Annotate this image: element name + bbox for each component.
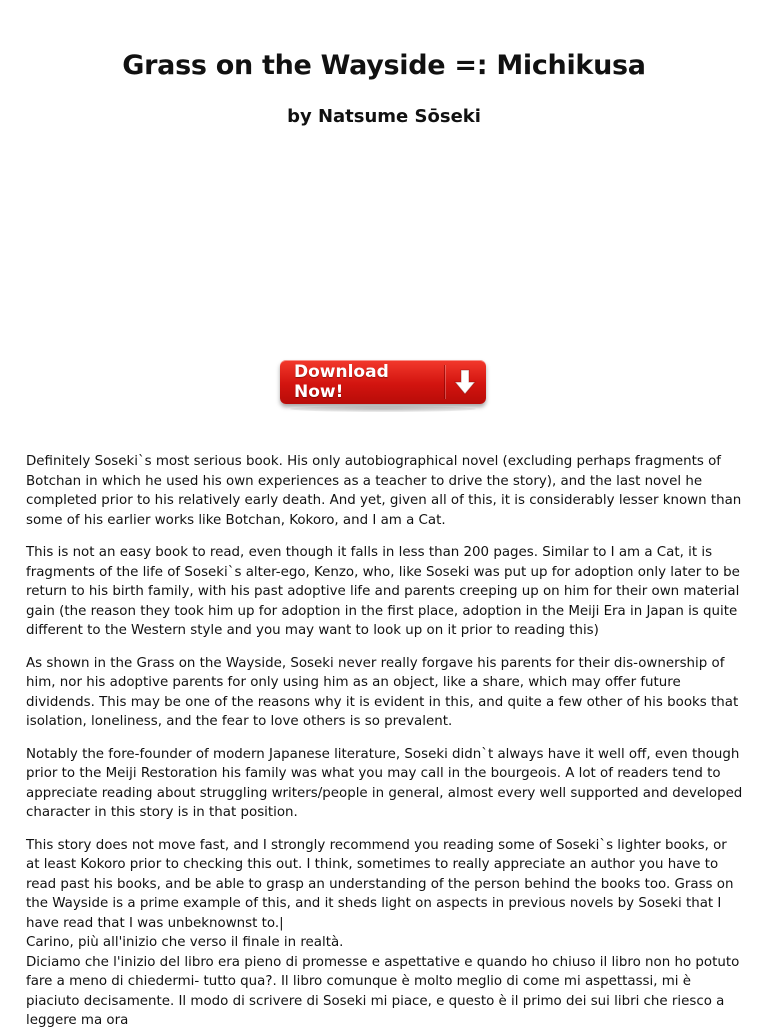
paragraph-5 [26, 836, 744, 1031]
paragraph-1: Definitely Soseki`s most serious book. His only autobiographical novel (excluding perhaps fragments of Botchan in which he used his own experiences as a teacher to drive the story), and the last novel he completed prior to his relatively early death. And yet, given all of this, it is considerably lesser known than some of his earlier works like Botchan, Kokoro, and I am a Cat. [26, 454, 742, 528]
download-button-container [280, 360, 488, 412]
paragraph-2: This is not an easy book to read, even though it falls in less than 200 pages. Similar to I am a Cat, it is fragments of the life of Soseki`s alter-ego, Kenzo, who, like Soseki was put up for adoption only later to be return to his birth family, with his past adoptive life and parents creeping up on him for their own material gain (the reason they took him up for adoption in the first place, adoption in the Meiji Era in Japan is quite different to the Western style and you may want to look up on it prior to reading this) [26, 545, 740, 638]
paragraph-3: As shown in the Grass on the Wayside, Soseki never really forgave his parents for their dis-ownership of him, nor his adoptive parents for only using him as an object, like a share, which may offer future dividends. This may be one of the reasons why it is evident in this, and quite a few other of his books that isolation, loneliness, and the fear to love others is so prevalent. [26, 655, 739, 729]
document-author: by Natsume Sōseki [287, 106, 481, 127]
paragraph-5-line-3: Diciamo che l'inizio del libro era pieno di promesse e aspettative e quando ho chiuso il libro non ho potuto fare a meno di chiedermi- tutto qua?. Il libro comunque è molto meglio di come mi aspettassi, mi è piaciuto decisamente. Il modo di scrivere di Soseki mi piace, e questo è il primo dei sui libri che riesco a leggere ma ora [26, 954, 740, 1028]
download-button-shadow [290, 406, 476, 412]
download-button-label: Download Now! [294, 362, 389, 402]
paragraph-5-line-1: This story does not move fast, and I strongly recommend you reading some of Soseki`s lighter books, or at least Kokoro prior to checking this out. I think, sometimes to really appreciate an author you have to read past his books, and be able to grasp an understanding of the person behind the books too. Grass on the Wayside is a prime example of this, and it sheds light on aspects in previous novels by Soseki that I have read that I was unbeknownst to.| [26, 837, 734, 931]
down-arrow-icon [445, 360, 485, 404]
paragraph-4: Notably the fore-founder of modern Japanese literature, Soseki didn`t always have it well off, even though prior to the Meiji Restoration his family was what you may call in the bourgeois. A lot of readers tend to appreciate reading about struggling writers/people in general, almost every well supported and developed character in this story is in that position. [26, 746, 743, 820]
paragraph-5-line-2: Carino, più all'inizio che verso il finale in realtà. [26, 935, 344, 950]
review-text [26, 452, 744, 1028]
down-arrow-icon-svg [454, 368, 476, 396]
download-button[interactable] [280, 360, 486, 404]
document-title: Grass on the Wayside =: Michikusa [122, 50, 646, 81]
